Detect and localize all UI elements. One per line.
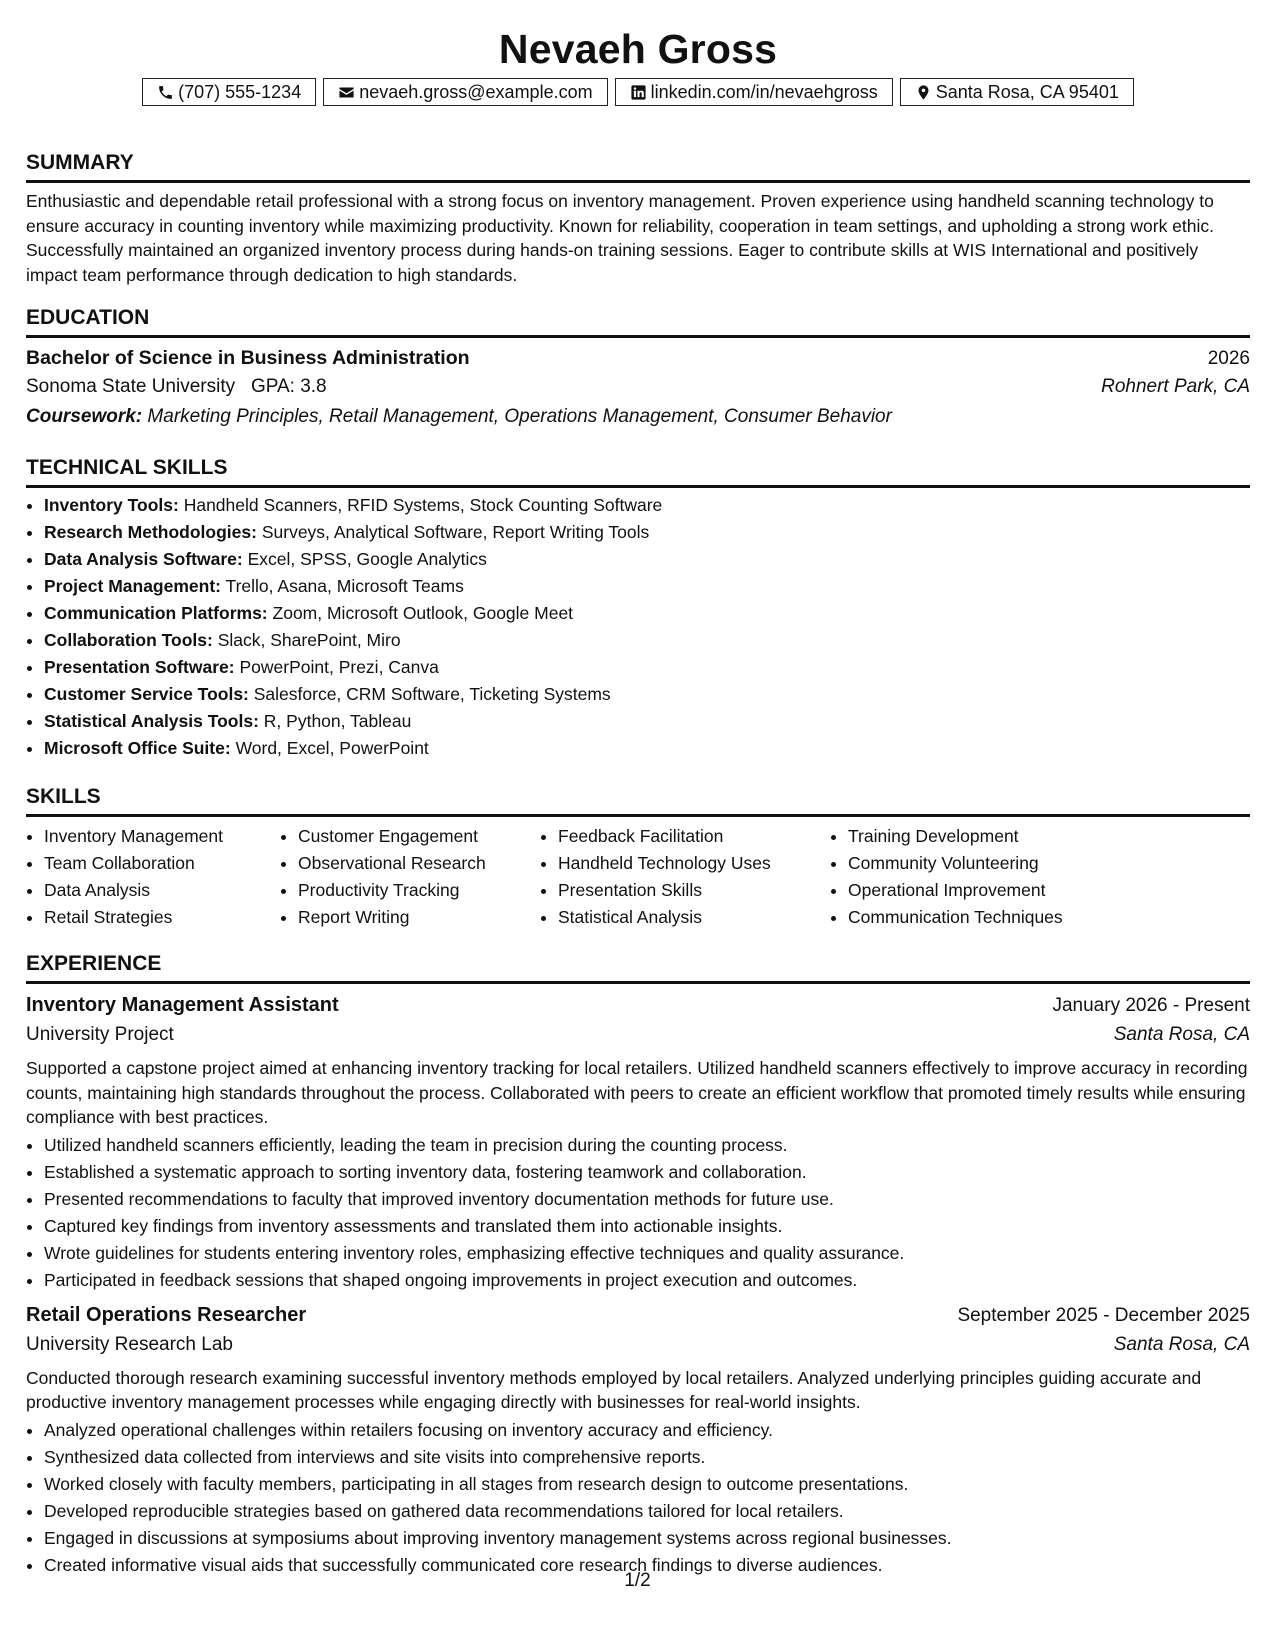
skill-value: Zoom, Microsoft Outlook, Google Meet (272, 603, 574, 623)
skill-value: Trello, Asana, Microsoft Teams (225, 576, 464, 596)
email-text: nevaeh.gross@example.com (359, 81, 593, 102)
summary-section (26, 150, 1250, 287)
list-item: • Wrote guidelines for students entering inventory roles, emphasizing effective techniques and quality assurance. (44, 1240, 1250, 1267)
list-item: • Participated in feedback sessions that shaped ongoing improvements in project execution and outcomes. (44, 1267, 1250, 1294)
coursework-list: Marketing Principles, Retail Management, Operations Management, Consumer Behavior (147, 406, 892, 427)
list-item: • Communication Techniques (848, 904, 1148, 931)
list-item (44, 681, 1250, 708)
section-title-experience: EXPERIENCE (26, 951, 1250, 984)
list-item: • Feedback Facilitation (558, 823, 830, 850)
list-item: • Developed reproducible strategies based on gathered data recommendations tailored for local retailers. (44, 1498, 1250, 1525)
list-item (44, 708, 1250, 735)
skill-label: Project Management: (44, 576, 221, 596)
phone-text: (707) 555-1234 (178, 81, 302, 102)
list-item: • Operational Improvement (848, 877, 1148, 904)
skills-section (26, 784, 1250, 931)
school-location: Rohnert Park, CA (1101, 376, 1250, 397)
list-item: • Retail Strategies (44, 904, 280, 931)
skill-label: Collaboration Tools: (44, 630, 213, 650)
degree-title: Bachelor of Science in Business Administration (26, 347, 470, 369)
skill-value: PowerPoint, Prezi, Canva (239, 657, 439, 677)
job-org: University Project (26, 1024, 174, 1045)
list-item: • Community Volunteering (848, 850, 1148, 877)
section-title-summary: SUMMARY (26, 150, 1250, 183)
skill-label: Data Analysis Software: (44, 549, 243, 569)
job-title: Retail Operations Researcher (26, 1303, 307, 1326)
coursework-line (26, 402, 1250, 432)
list-item: • Established a systematic approach to sorting inventory data, fostering teamwork and collaboration. (44, 1159, 1250, 1186)
skill-value: Handheld Scanners, RFID Systems, Stock Counting Software (183, 495, 663, 515)
gpa: GPA: 3.8 (250, 376, 327, 397)
list-item: • Inventory Management (44, 823, 280, 850)
skill-label: Customer Service Tools: (44, 684, 249, 704)
school-name: Sonoma State University (26, 376, 236, 397)
skill-value: R, Python, Tableau (263, 711, 412, 731)
list-item: • Handheld Technology Uses (558, 850, 830, 877)
contact-email[interactable] (323, 78, 607, 106)
section-title-skills: SKILLS (26, 784, 1250, 817)
skill-value: Excel, SPSS, Google Analytics (247, 549, 487, 569)
technical-skills-list (26, 492, 1250, 762)
list-item (44, 519, 1250, 546)
skill-label: Research Methodologies: (44, 522, 257, 542)
list-item: • Worked closely with faculty members, participating in all stages from research design to outcome presentations. (44, 1471, 1250, 1498)
contact-phone[interactable] (142, 78, 316, 106)
section-title-education: EDUCATION (26, 305, 1250, 338)
summary-text: Enthusiastic and dependable retail professional with a strong focus on inventory management. Proven experience using handheld scanning technology to ensure accuracy in counting inventory while maximizing productivity. Known for reliability, cooperation in team settings, and upholding a strong work ethic. Successfully maintained an organized inventory process during hands-on training sessions. Eager to contribute skills at WIS International and positively impact team performance through dedication to high standards. (26, 191, 1215, 285)
list-item: • Analyzed operational challenges within retailers focusing on inventory accuracy and efficiency. (44, 1417, 1250, 1444)
skill-label: Statistical Analysis Tools: (44, 711, 259, 731)
resume-content (26, 0, 1250, 1575)
list-item: • Training Development (848, 823, 1148, 850)
list-item: • Presented recommendations to faculty that improved inventory documentation methods for future use. (44, 1186, 1250, 1213)
location-text: Santa Rosa, CA 95401 (935, 81, 1119, 102)
job-dates: January 2026 - Present (1052, 995, 1250, 1016)
skill-label: Microsoft Office Suite: (44, 738, 231, 758)
skill-value: Salesforce, CRM Software, Ticketing Systems (253, 684, 611, 704)
experience-section (26, 951, 1250, 1579)
list-item: • Presentation Skills (558, 877, 830, 904)
skill-label: Inventory Tools: (44, 495, 179, 515)
skill-value: Surveys, Analytical Software, Report Writing Tools (261, 522, 650, 542)
list-item: • Productivity Tracking (298, 877, 540, 904)
job-dates: September 2025 - December 2025 (957, 1304, 1250, 1326)
job-description: Conducted thorough research examining successful inventory methods employed by local retailers. Analyzed underlying principles guiding accurate and productive inventory management processes while engaging directly with businesses for real-world insights. (26, 1367, 1202, 1412)
skills-column (280, 823, 540, 931)
list-item (44, 627, 1250, 654)
envelope-icon (338, 84, 355, 101)
list-item (44, 546, 1250, 573)
list-item: • Observational Research (298, 850, 540, 877)
skill-value: Slack, SharePoint, Miro (217, 630, 401, 650)
contact-bar (26, 78, 1250, 106)
job-bullets (26, 1132, 1250, 1294)
list-item: • Created informative visual aids that successfully communicated core research findings to diverse audiences. (44, 1552, 1250, 1579)
list-item: • Utilized handheld scanners efficiently, leading the team in precision during the counting process. (44, 1132, 1250, 1159)
job-bullets (26, 1417, 1250, 1579)
school-line (26, 372, 327, 402)
list-item: • Team Collaboration (44, 850, 280, 877)
technical-skills-section (26, 455, 1250, 762)
skills-grid (26, 823, 1250, 931)
job-entry (26, 1300, 1250, 1579)
skills-column (26, 823, 280, 931)
graduation-year: 2026 (1207, 348, 1250, 369)
job-title: Inventory Management Assistant (26, 994, 339, 1016)
list-item: • Data Analysis (44, 877, 280, 904)
contact-linkedin[interactable] (615, 78, 893, 106)
list-item (44, 654, 1250, 681)
section-title-technical-skills: TECHNICAL SKILLS (26, 455, 1250, 488)
linkedin-text: linkedin.com/in/nevaehgross (650, 81, 878, 102)
job-org: University Research Lab (26, 1333, 233, 1355)
phone-icon (157, 84, 174, 101)
list-item: • Statistical Analysis (558, 904, 830, 931)
map-pin-icon (915, 84, 932, 101)
job-location: Santa Rosa, CA (1113, 1024, 1250, 1045)
job-entry (26, 990, 1250, 1294)
linkedin-icon (630, 84, 647, 101)
skill-label: Presentation Software: (44, 657, 235, 677)
skills-column (830, 823, 1148, 931)
page-number: 1/2 (624, 1570, 651, 1591)
candidate-name: Nevaeh Gross (498, 26, 778, 72)
list-item (44, 735, 1250, 762)
skill-value: Word, Excel, PowerPoint (235, 738, 429, 758)
coursework-label: Coursework: (26, 406, 143, 427)
job-location: Santa Rosa, CA (1113, 1333, 1250, 1355)
list-item: • Captured key findings from inventory assessments and translated them into actionable insights. (44, 1213, 1250, 1240)
list-item: • Synthesized data collected from interviews and site visits into comprehensive reports. (44, 1444, 1250, 1471)
list-item: • Customer Engagement (298, 823, 540, 850)
job-description: Supported a capstone project aimed at enhancing inventory tracking for local retailers. Utilized handheld scanners effectively to improve accuracy in recording counts, maintaining high standards throughout the process. Collaborated with peers to create an efficient workflow that promoted timely results while ensuring compliance with best practices. (26, 1058, 1248, 1127)
education-section (26, 305, 1250, 432)
skills-column (540, 823, 830, 931)
list-item: • Engaged in discussions at symposiums about improving inventory management systems across regional businesses. (44, 1525, 1250, 1552)
list-item (44, 573, 1250, 600)
list-item (44, 600, 1250, 627)
skill-label: Communication Platforms: (44, 603, 268, 623)
list-item (44, 492, 1250, 519)
contact-location (900, 78, 1134, 106)
list-item: • Report Writing (298, 904, 540, 931)
